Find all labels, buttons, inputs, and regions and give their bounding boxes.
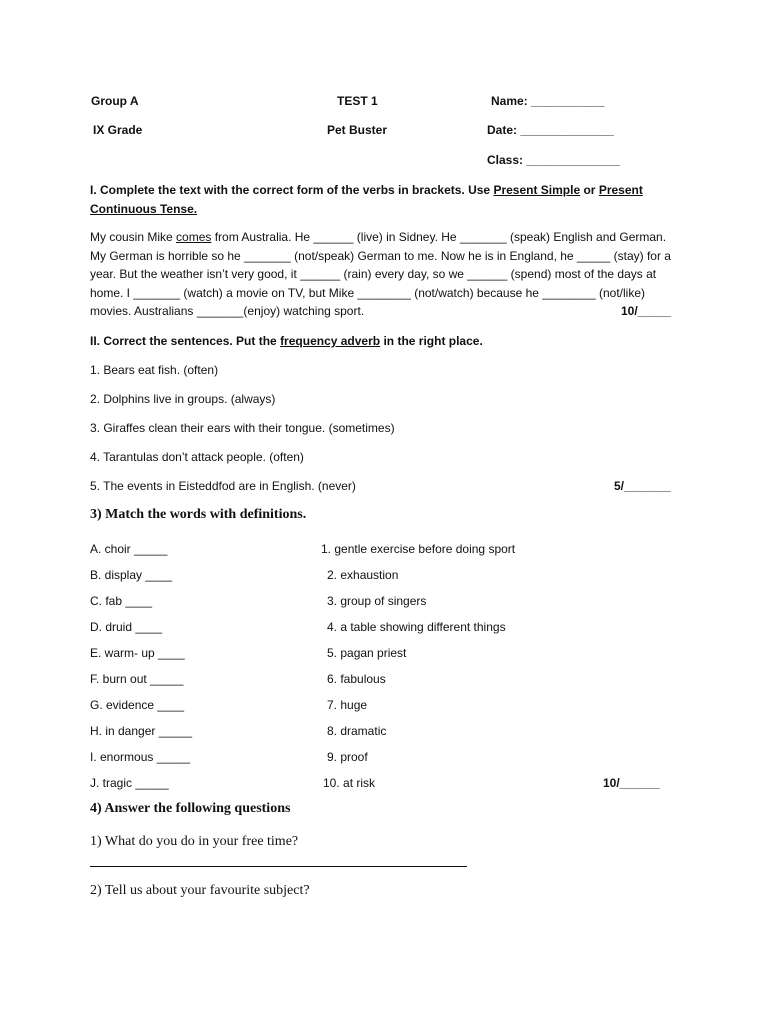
match-definition: 7. huge [327,698,368,712]
question: 2) Tell us about your favourite subject? [90,883,310,898]
match-word: C. fab ____ [90,594,153,608]
match-word: I. enormous _____ [90,750,191,764]
match-word: D. druid ____ [90,620,163,634]
match-word: A. choir _____ [90,542,168,556]
section1-text: My cousin Mike comes from Australia. He ______ (live) in Sidney. He _______ (speak) English and German. My German is horrible so he _______ (not/speak) German to me. Now he is in England, he _____ (stay) for a year. But the weather isn’t very good, it ______ (rain) every day, so we ______ (spend) most of the days at home. I _______ (watch) a movie on TV, but Mike ________ (not/watch) because he ________ (not/like) movies. Australians _______(enjoy) watching sport. [90,230,671,318]
match-word: E. warm- up ____ [90,646,185,660]
match-word: G. evidence ____ [90,698,185,712]
match-word: H. in danger _____ [90,724,193,738]
section2-score: 5/_______ [614,479,671,493]
match-word: B. display ____ [90,568,173,582]
test-title: TEST 1 [337,94,378,108]
group-label: Group A [91,94,139,108]
match-definition: 9. proof [327,750,368,764]
date-field: Date: ______________ [487,123,614,137]
match-word: F. burn out _____ [90,672,184,686]
section2-item: 3. Giraffes clean their ears with their tongue. (sometimes) [90,421,395,435]
match-definition: 1. gentle exercise before doing sport [321,542,516,556]
section2-instruction: II. Correct the sentences. Put the frequency adverb in the right place. [90,334,483,348]
match-definition: 4. a table showing different things [327,620,506,634]
match-definition: 5. pagan priest [327,646,407,660]
section2-item: 4. Tarantulas don’t attack people. (often) [90,450,304,464]
match-definition: 8. dramatic [327,724,387,738]
match-definition: 3. group of singers [327,594,427,608]
section1-score: 10/_____ [621,304,672,318]
match-word: J. tragic _____ [90,776,169,790]
class-field: Class: ______________ [487,153,620,167]
grade-label: IX Grade [93,123,143,137]
match-definition: 6. fabulous [327,672,386,686]
section2-item: 1. Bears eat fish. (often) [90,363,219,377]
section3-title: 3) Match the words with definitions. [90,507,307,522]
question: 1) What do you do in your free time? [90,834,299,849]
section3-score: 10/______ [603,776,660,790]
section1-instruction: I. Complete the text with the correct form of the verbs in brackets. Use Present Simple or Present Continuous Tense. [90,183,643,216]
match-definition: 2. exhaustion [327,568,399,582]
unit-label: Pet Buster [327,123,388,137]
section4-title: 4) Answer the following questions [90,801,291,816]
section2-item: 2. Dolphins live in groups. (always) [90,392,276,406]
section2-item: 5. The events in Eisteddfod are in English. (never) [90,479,356,493]
answer-line [90,866,467,867]
name-field: Name: ___________ [491,94,605,108]
match-definition: 10. at risk [323,776,376,790]
